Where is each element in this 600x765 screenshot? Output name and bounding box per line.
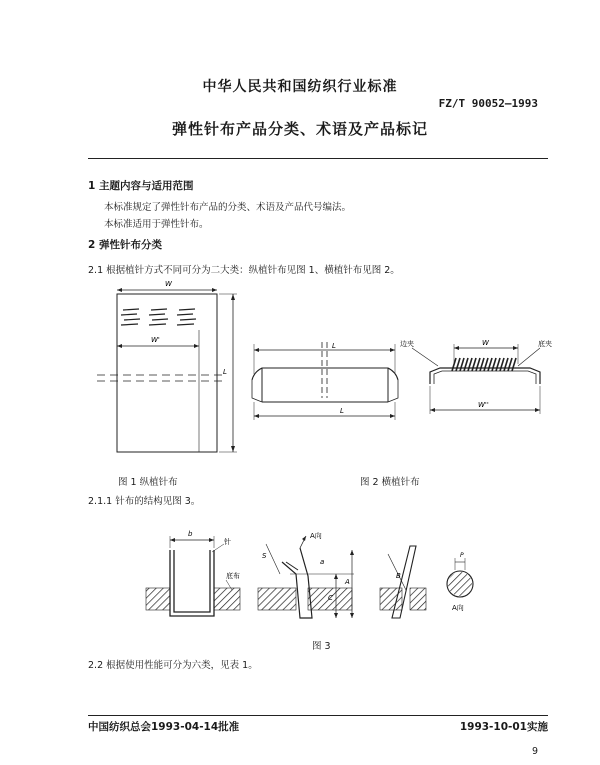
section-2-2-text: 2.2 根据使用性能可分为六类，见表 1。 [88,660,258,671]
fig3-label-a: A [345,578,350,586]
fig2-label-edge-clip: 边夹 [400,340,414,348]
approval-date: 中国纺织总会1993-04-14批准 [88,721,240,733]
footer-rule [88,715,548,716]
fig3-label-alpha: a [320,558,325,566]
fig3-label-c: C [328,594,333,602]
fig3-label-b: b [188,530,193,538]
section-1-paragraph-2: 本标准适用于弹性针布。 [104,219,209,230]
fig2-label-bottom-clip: 底夹 [538,340,552,348]
section-2-1-1-text: 2.1.1 针布的结构见图 3。 [88,496,201,507]
figure-1-caption: 图 1 纵植针布 [118,477,178,488]
header-rule [88,158,548,159]
figure-2-side-view [248,340,400,426]
figure-2-caption: 图 2 横植针布 [360,477,420,488]
section-2-heading: 2 弹性针布分类 [88,239,162,251]
fig2-label-l-top: L [332,342,336,350]
figure-1-vertical-card-clothing [95,276,245,466]
standard-org-heading: 中华人民共和国纺织行业标准 [202,79,398,95]
page-number: 9 [531,746,538,757]
section-1-heading: 1 主题内容与适用范围 [88,180,194,192]
fig1-label-l: L [223,368,227,376]
fig2-label-w: W [482,339,489,347]
fig3-label-beta: B [396,572,401,580]
fig3-label-s: S [262,552,267,560]
section-1-paragraph-1: 本标准规定了弹性针布产品的分类、术语及产品代号编法。 [104,202,352,213]
figure-3-caption: 图 3 [312,641,331,652]
fig2-label-w-dprime: W'' [478,401,489,409]
document-title: 弹性针布产品分类、术语及产品标记 [171,120,428,138]
fig1-label-w: W [165,280,172,288]
figure-3-wire-structure [140,526,500,630]
fig3-label-p: P [460,552,464,559]
fig3-label-needle: 针 [224,538,231,546]
figure-2-cross-section [400,334,560,426]
fig2-label-l-bottom: L [340,407,344,415]
fig3-label-a-direction-view: A向 [452,604,464,612]
section-2-1-text: 2.1 根据植针方式不同可分为二大类：纵植针布见图 1、横植针布见图 2。 [88,265,400,276]
fig3-label-a-direction: A向 [310,532,322,540]
standard-code: FZ/T 90052—1993 [438,97,538,110]
effective-date: 1993-10-01实施 [459,721,548,733]
fig1-label-w-prime: W' [151,336,160,344]
fig3-label-base-cloth: 底布 [226,572,240,580]
